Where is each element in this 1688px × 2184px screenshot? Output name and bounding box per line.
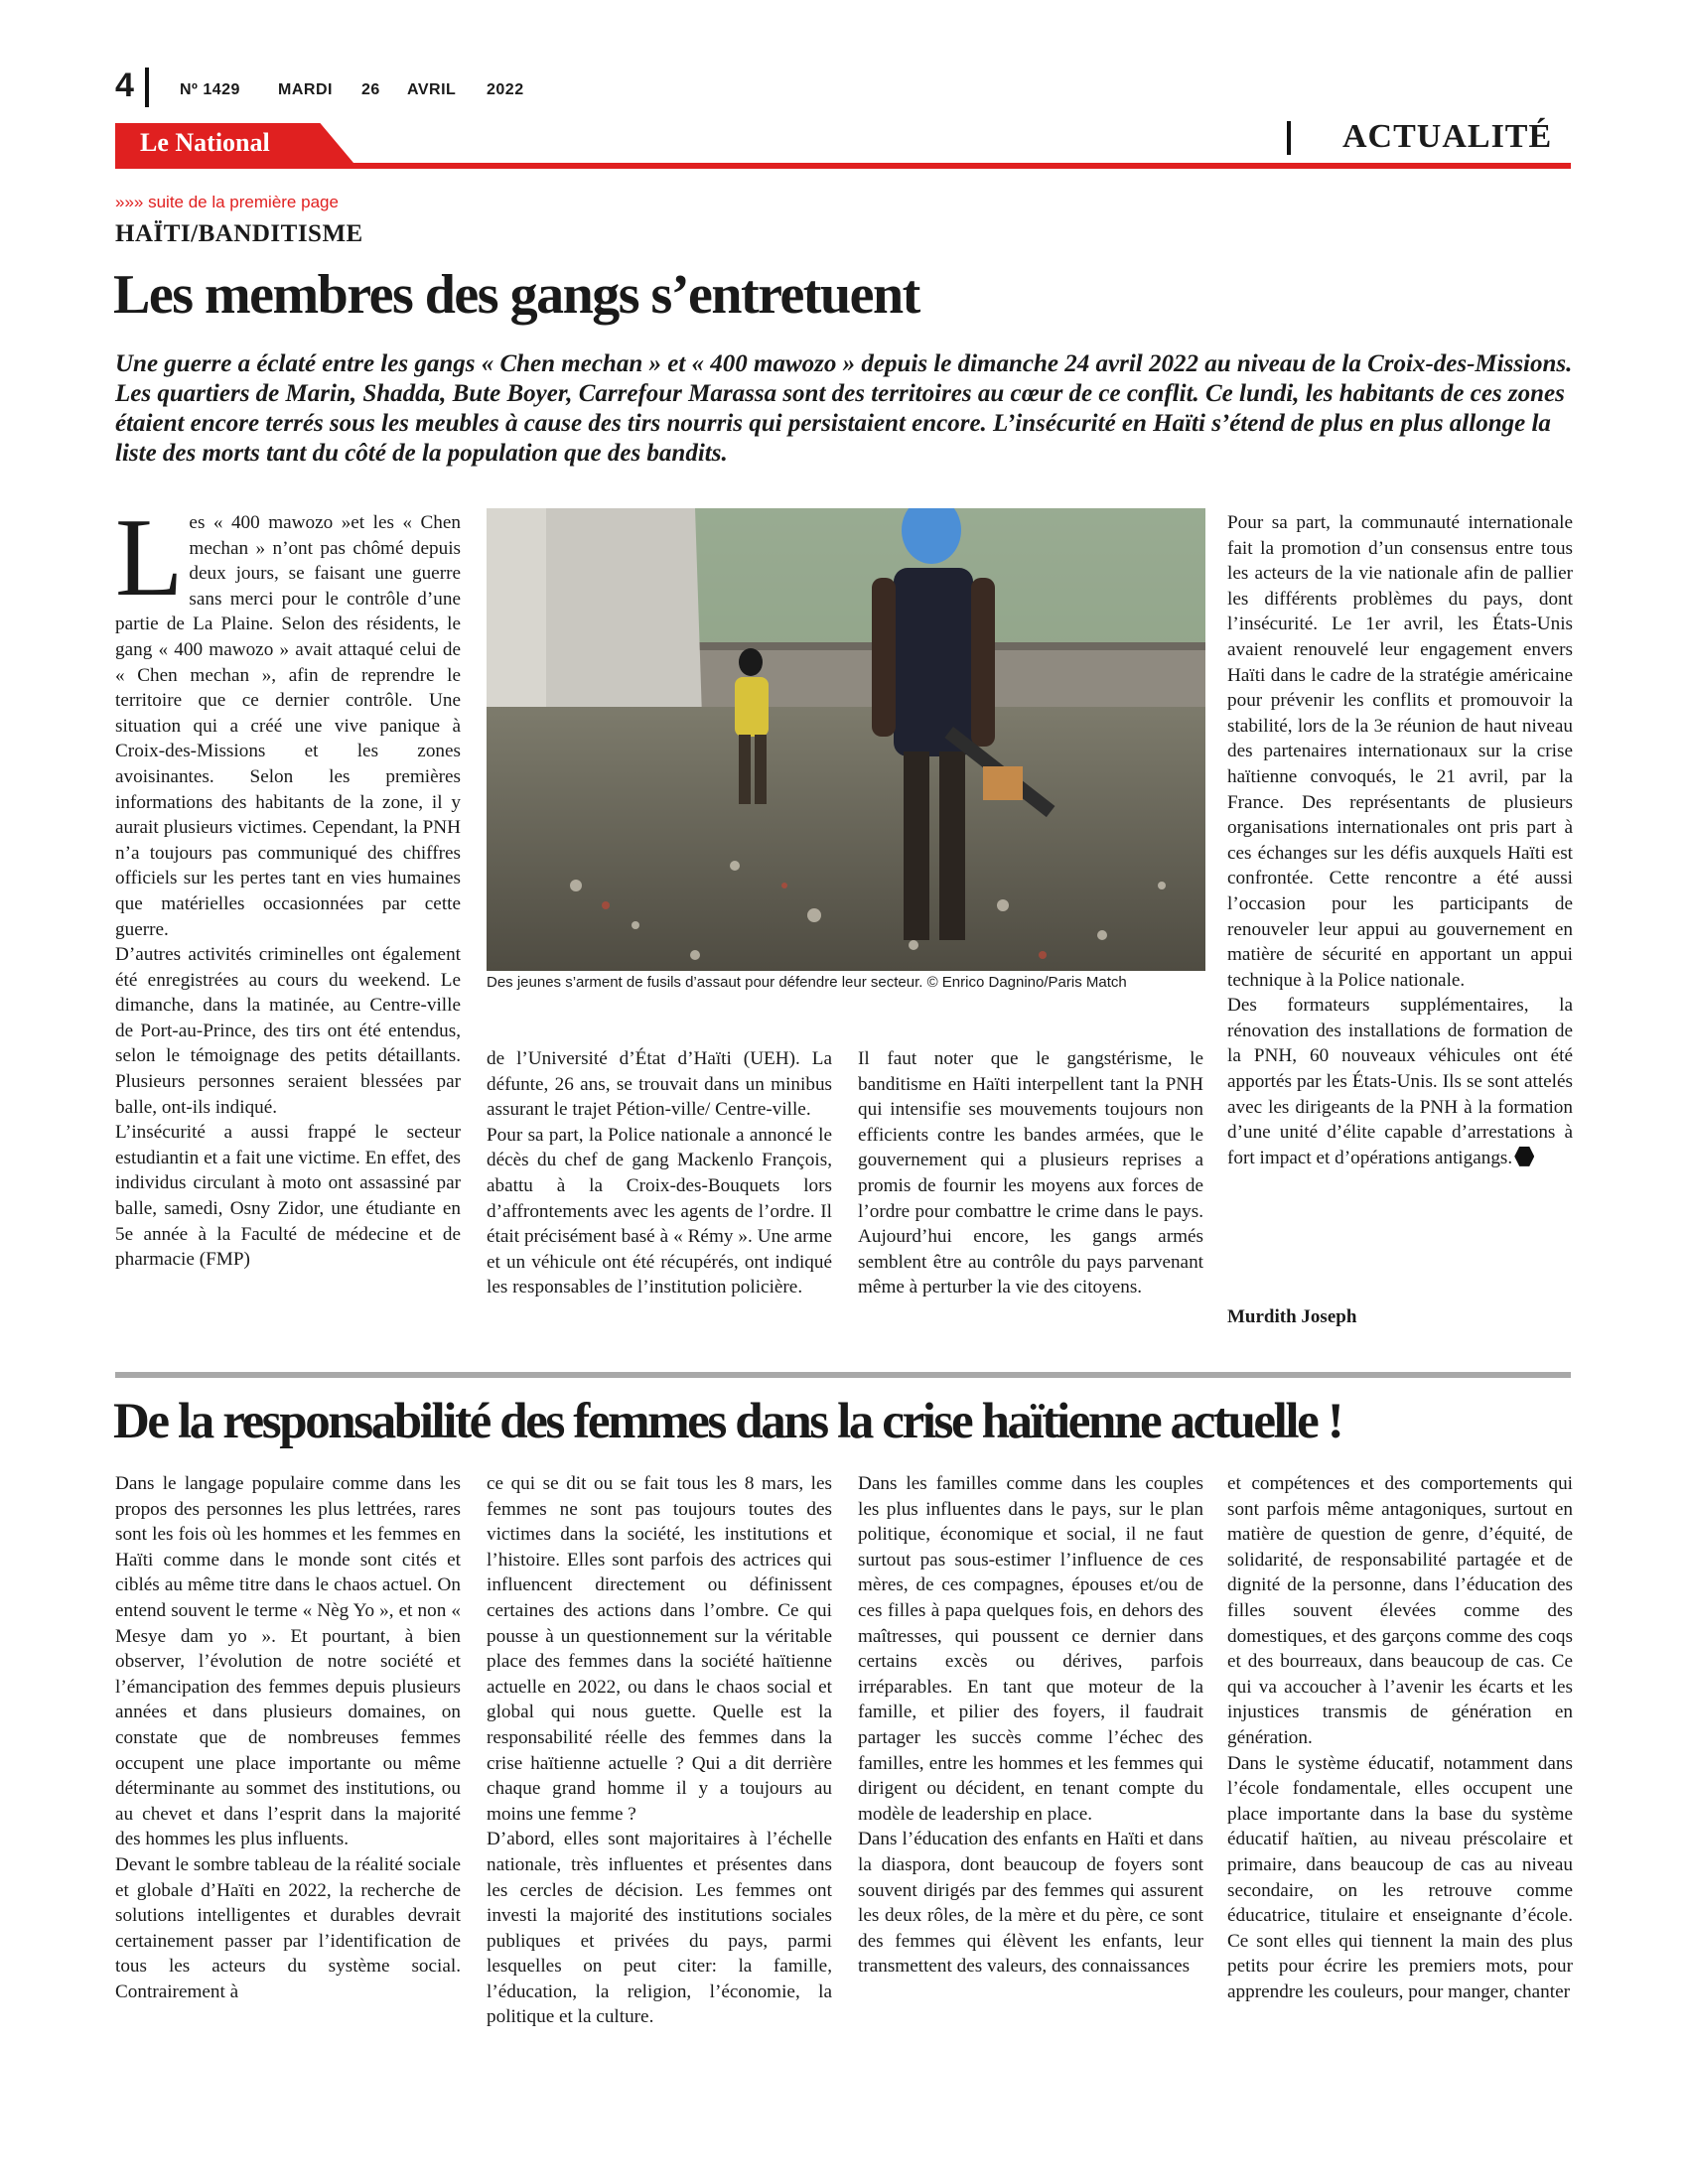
- article1-paragraph: Des formateurs supplémentaires, la rénovation des installations de formation de la PNH, 60 nouveaux véhicules ont été apportés par les États-Unis. Ils se sont attelés avec les dirigeants de la PNH à la formation d’une unité d’élite capable d’arrestations à fort impact et d’opérations antigangs.: [1227, 995, 1573, 1168]
- brand-logo: Le National: [140, 128, 270, 157]
- article-divider: [115, 1372, 1571, 1378]
- issue-number: Nº 1429: [180, 81, 240, 98]
- article2-column-4: [1227, 1471, 1573, 2004]
- issue-day: MARDI: [278, 81, 333, 98]
- issue-month: AVRIL: [407, 81, 457, 98]
- drop-cap: L: [115, 496, 184, 619]
- article1-column-4: [1227, 510, 1573, 1170]
- article2-column-1: [115, 1471, 461, 2004]
- article2-paragraph: D’abord, elles sont majoritaires à l’échelle nationale, très influentes et présentes dans les cercles de décision. Les femmes ont investi la majorité des institutions sociales publiques et privées du pays, parmi lesquelles on peut citer: la famille, l’éducation, la religion, l’économie, la politique et la culture.: [487, 1829, 832, 2028]
- continued-label: »»» suite de la première page: [115, 193, 339, 211]
- article-headline: Les membres des gangs s’entretuent: [113, 264, 919, 326]
- end-of-article-icon: [1514, 1147, 1534, 1166]
- page-number: 4: [115, 67, 134, 104]
- author-byline: Murdith Joseph: [1227, 1306, 1357, 1327]
- article-kicker: HAÏTI/BANDITISME: [115, 220, 363, 247]
- photo-caption: Des jeunes s’arment de fusils d’assaut pour défendre leur secteur. © Enrico Dagnino/Paris Match: [487, 974, 1127, 991]
- article-photo: [487, 508, 1205, 971]
- article1-paragraph: L’insécurité a aussi frappé le secteur estudiantin et a fait une victime. En effet, des individus circulant à moto ont assassiné par balle, samedi, Osny Zidor, une étudiante en 5e année à la Faculté de médecine et de pharmacie (FMP): [115, 1122, 461, 1271]
- article1-paragraph: Pour sa part, la communauté internationale fait la promotion d’un consensus entre tous les acteurs de la vie nationale afin de pallier les différents problèmes du pays, dont l’insécurité. Le 1er avril, les États-Unis avaient renouvelé leur engagement envers Haïti dans le cadre de la stratégie américaine pour prévenir les conflits et promouvoir la stabilité, lors de la 3e réunion de haut niveau des partenaires internationaux sur la crise haïtienne convoqués, le 21 avril, par la France. Des représentants de plusieurs organisations internationales ont pris part à ces échanges sur les défis auxquels Haïti est confrontée. Cette rencontre a été aussi l’occasion pour les participants de renouveler leur appui au gouvernement en matière de sécurité en apportant un appui technique à la Police nationale.: [1227, 512, 1573, 991]
- article1-paragraph: es « 400 mawozo »et les « Chen mechan » n’ont pas chômé depuis deux jours, se faisant une guerre sans merci pour le contrôle d’une partie de La Plaine. Selon des résidents, le gang « 400 mawozo » avait attaqué celui de « Chen mechan », afin de reprendre le territoire que ce dernier contrôle. Une situation qui a créé une vive panique à Croix-des-Missions et les zones avoisinantes. Selon les premières informations des habitants de la zone, il y aurait plusieurs victimes. Cependant, la PNH n’a toujours pas communiqué des chiffres officiels sur les pertes tant en vies humaines que matérielles occasionnées par cette guerre.: [115, 512, 461, 940]
- article2-paragraph: Dans les familles comme dans les couples les plus influentes dans le pays, sur le plan politique, économique et social, il ne faut surtout pas sous-estimer l’influence de ces mères, de ces compagnes, épouses et/ou de ces filles à papa quelques fois, en dehors des maîtresses, qui poussent ce dernier dans certains excès ou dérives, parfois irréparables. En tant que moteur de la famille, et pilier des foyers, il faudrait partager les succès comme l’échec des familles, entre les hommes et les femmes qui dirigent ou décident, en tenant compte du modèle de leadership en place.: [858, 1473, 1203, 1825]
- article2-paragraph: ce qui se dit ou se fait tous les 8 mars, les femmes ne sont pas toujours toutes des victimes dans la société, les institutions et l’histoire. Elles sont parfois des actrices qui influencent directement ou définissent certaines des actions dans l’ombre. Ce qui pousse à un questionnement sur la véritable place des femmes dans la société haïtienne actuelle en 2022, ou dans le chaos social et global qui nous guette. Quelle est la responsabilité réelle des femmes dans la crise haïtienne actuelle ? Qui a dit derrière chaque grand homme il y a toujours au moins une femme ?: [487, 1473, 832, 1825]
- article2-headline: De la responsabilité des femmes dans la crise haïtienne actuelle !: [113, 1394, 1342, 1449]
- article1-paragraph: Il faut noter que le gangstérisme, le banditisme en Haïti interpellent tant la PNH qui intensifie ses mouvements toujours non efficients contre les bandes armées, que le gouvernement qui a plusieurs reprises a promis de fournir les moyens aux forces de l’ordre pour combattre le crime dans le pays. Aujourd’hui encore, les gangs armés semblent être au contrôle du pays parvenant même à perturber la vie des citoyens.: [858, 1048, 1203, 1298]
- article1-paragraph: D’autres activités criminelles ont également été enregistrées au cours du weekend. Le dimanche, dans la matinée, au Centre-ville de Port-au-Prince, des tirs ont été entendus, selon le témoignage des petits détaillants. Plusieurs personnes seraient blessées par balle, ont-ils indiqué.: [115, 944, 461, 1118]
- issue-year: 2022: [487, 81, 524, 98]
- article2-paragraph: Dans le langage populaire comme dans les propos des personnes les plus lettrées, rares sont les fois où les hommes et les femmes en Haïti comme dans le monde sont cités et ciblés au même titre dans le chaos actuel. On entend souvent le terme « Nèg Yo », et non « Mesye dam yo ». Et pourtant, à bien observer, l’évolution de notre société et l’émancipation des femmes depuis plusieurs années et dans plusieurs domaines, on constate que de nombreuses femmes occupent une place importante ou même déterminante au sommet des institutions, ou au chevet et dans l’esprit dans la majorité des hommes les plus influents.: [115, 1473, 461, 1850]
- article-lede: Une guerre a éclaté entre les gangs « Chen mechan » et « 400 mawozo » depuis le dimanche 24 avril 2022 au niveau de la Croix-des-Missions. Les quartiers de Marin, Shadda, Bute Boyer, Carrefour Marassa sont des territoires au cœur de ce conflit. Ce lundi, les habitants de ces zones étaient encore terrés sous les meubles à cause des tirs nourris qui persistaient encore. L’insécurité en Haïti s’étend de plus en plus allonge la liste des morts tant du côté de la population que des bandits.: [115, 350, 1573, 467]
- article1-column-3: [858, 1046, 1203, 1300]
- article1-column-2: [487, 1046, 832, 1300]
- article2-paragraph: Devant le sombre tableau de la réalité sociale et globale d’Haïti en 2022, la recherche de solutions intelligentes et durables devrait certainement passer par l’identification de tous les acteurs du système social. Contrairement à: [115, 1853, 461, 2002]
- article2-column-2: [487, 1471, 832, 2030]
- article2-paragraph: et compétences et des comportements qui sont parfois même antagoniques, surtout en matière de question de genre, d’équité, de solidarité, de responsabilité partagée et de dignité de la personne, dans l’éducation des filles souvent élevées comme des domestiques, et des garçons comme des coqs et des bourreaux, dans beaucoup de cas. Ce qui va accoucher à l’avenir les écarts et les injustices transmis de génération en génération.: [1227, 1473, 1573, 1748]
- section-divider: [1287, 121, 1291, 155]
- page-number-divider: [145, 68, 149, 107]
- article2-paragraph: Dans l’éducation des enfants en Haïti et dans la diaspora, dont beaucoup de foyers sont souvent dirigés par des femmes qui assurent les deux rôles, de la mère et du père, ce sont des femmes qui élèvent les enfants, leur transmettent des valeurs, des connaissances: [858, 1829, 1203, 1978]
- section-label: ACTUALITÉ: [1342, 118, 1553, 155]
- article1-paragraph: de l’Université d’État d’Haïti (UEH). La défunte, 26 ans, se trouvait dans un minibus assurant le trajet Pétion-ville/ Centre-ville.: [487, 1048, 832, 1121]
- article1-column-1: [115, 496, 461, 1273]
- article2-column-3: [858, 1471, 1203, 1979]
- article2-paragraph: Dans le système éducatif, notamment dans l’école fondamentale, elles occupent une place importante dans la base du système éducatif haïtien, au niveau préscolaire et primaire, dans beaucoup de cas au niveau secondaire, on les retrouve comme éducatrice, titulaire et enseignante d’école. Ce sont elles qui tiennent la main des plus petits pour écrire les premiers mots, pour apprendre les couleurs, pour manger, chanter: [1227, 1752, 1573, 2002]
- header-rule: [115, 163, 1571, 169]
- photo-illustration: [487, 508, 1205, 971]
- article1-paragraph: Pour sa part, la Police nationale a annoncé le décès du chef de gang Mackenlo François, abattu à la Croix-des-Bouquets lors d’affrontements avec les agents de l’ordre. Il était précisément basé à « Rémy ». Une arme et un véhicule ont été récupérés, ont indiqué les responsables de l’institution policière.: [487, 1124, 832, 1298]
- issue-date-day: 26: [361, 81, 380, 98]
